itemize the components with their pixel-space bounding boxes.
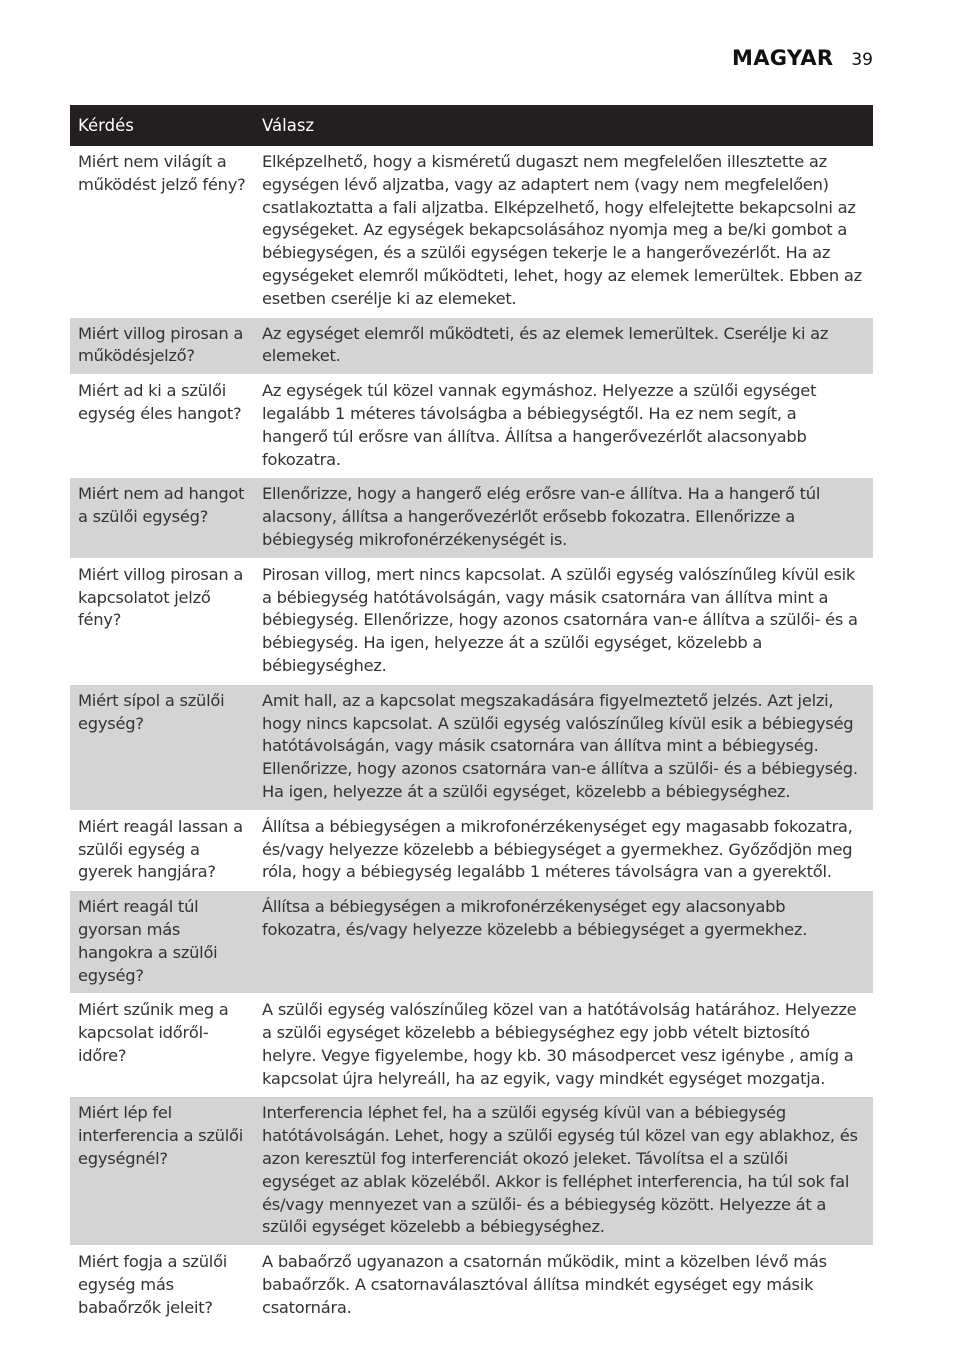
column-header-answer: Válasz [254,105,873,146]
table-row [70,558,873,684]
language-label: MAGYAR [732,46,834,70]
table-row [70,375,873,478]
table-row [70,684,873,810]
page-header [732,46,873,70]
question-cell: Miért villog pirosan a kapcsolatot jelző fény? [70,558,254,684]
table-row [70,1097,873,1246]
table-body [70,146,873,1326]
table-row [70,317,873,375]
answer-cell: Az egységet elemről működteti, és az elemek lemerültek. Cserélje ki az elemeket. [254,317,873,375]
answer-cell: A babaőrző ugyanazon a csatornán működik, mint a közelben lévő más babaőrzők. A csatornaválasztóval állítsa mindkét egységet egy másik csatornára. [254,1246,873,1326]
answer-cell: Elképzelhető, hogy a kisméretű dugaszt nem megfelelően illesztette az egységen lévő aljzatba, vagy az adaptert nem (vagy nem megfelelően) csatlakoztatta a fali aljzatba. Elképzelhető, hogy elfelejtette bekapcsolni az egységeket. Az egységek bekapcsolásához nyomja meg a be/ki gombot a bébiegységen, és a szülői egységen tekerje le a hangerővezérlőt. Ha az egységeket elemről működteti, lehet, hogy az elemek lemerültek. Ebben az esetben cserélje ki az elemeket. [262,152,862,308]
table-header-row [70,105,873,146]
answer-cell: A szülői egység valószínűleg közel van a hatótávolság határához. Helyezze a szülői egységet közelebb a bébiegységhez egy jobb vételt biztosító helyre. Vegye figyelembe, hogy kb. 30 másodpercet vesz igénybe , amíg a kapcsolat újra helyreáll, ha az egyik, vagy mindkét egységet mozgatja. [254,994,873,1097]
answer-cell: Interferencia léphet fel, ha a szülői egység kívül van a bébiegység hatótávolságán. Lehet, hogy a szülői egység túl közel van egy ablakhoz, és azon keresztül fog interferenciát okozó jeleket. Távolítsa el a szülői egységet az ablak közeléből. Akkor is felléphet interferencia, ha túl sok fal és/vagy mennyezet van a szülői- és a bébiegység között. Helyezze át a szülői egységet közelebb a bébiegységhez. [254,1097,873,1246]
question-cell: Miért ad ki a szülői egység éles hangot? [70,375,254,478]
question-cell: Miért fogja a szülői egység más babaőrzők jeleit? [70,1246,254,1326]
table-header [70,105,873,146]
troubleshooting-table [70,105,873,1326]
question-cell: Miért nem ad hangot a szülői egység? [70,478,254,558]
page-number: 39 [851,50,873,70]
question-cell: Miért nem világít a működést jelző fény? [78,152,246,194]
question-cell: Miért villog pirosan a működésjelző? [70,317,254,375]
table-row [70,478,873,558]
question-cell: Miért sípol a szülői egység? [70,684,254,810]
answer-cell: Pirosan villog, mert nincs kapcsolat. A szülői egység valószínűleg kívül esik a bébiegység hatótávolságán, vagy másik csatornára van állítva mint a bébiegység. Ellenőrizze, hogy azonos csatornára van-e állítva a szülői- és a bébiegység. Ha igen, helyezze át a szülői egységet, közelebb a bébiegységhez. [254,558,873,684]
table-row [70,146,873,317]
question-cell: Miért szűnik meg a kapcsolat időről-időre? [70,994,254,1097]
answer-cell: Az egységek túl közel vannak egymáshoz. Helyezze a szülői egységet legalább 1 méteres távolságba a bébiegységtől. Ha ez nem segít, a hangerő túl erősre van állítva. Állítsa a hangerővezérlőt alacsonyabb fokozatra. [254,375,873,478]
question-cell: Miért reagál túl gyorsan más hangokra a szülői egység? [70,891,254,994]
answer-cell: Állítsa a bébiegységen a mikrofonérzékenységet egy magasabb fokozatra, és/vagy helyezze közelebb a bébiegységet a gyermekhez. Győződjön meg róla, hogy a bébiegység legalább 1 méteres távolságra van a gyerektől. [254,810,873,890]
question-cell: Miért reagál lassan a szülői egység a gyerek hangjára? [70,810,254,890]
answer-cell: Ellenőrizze, hogy a hangerő elég erősre van-e állítva. Ha a hangerő túl alacsony, állítsa a hangerővezérlőt erősebb fokozatra. Ellenőrizze a bébiegység mikrofonérzékenységét is. [254,478,873,558]
column-header-question: Kérdés [70,105,254,146]
table-row [70,994,873,1097]
answer-cell: Állítsa a bébiegységen a mikrofonérzékenységet egy alacsonyabb fokozatra, és/vagy helyezze közelebb a bébiegységet a gyermekhez. [254,891,873,994]
question-cell: Miért lép fel interferencia a szülői egységnél? [70,1097,254,1246]
answer-cell: Amit hall, az a kapcsolat megszakadására figyelmeztető jelzés. Azt jelzi, hogy nincs kapcsolat. A szülői egység valószínűleg kívül esik a bébiegység hatótávolságán, vagy másik csatornára van állítva mint a bébiegység. Ellenőrizze, hogy azonos csatornára van-e állítva a szülői- és a bébiegység. Ha igen, helyezze át a szülői egységet, közelebb a bébiegységhez. [254,684,873,810]
table-row [70,810,873,890]
table-row [70,1246,873,1326]
table-row [70,891,873,994]
